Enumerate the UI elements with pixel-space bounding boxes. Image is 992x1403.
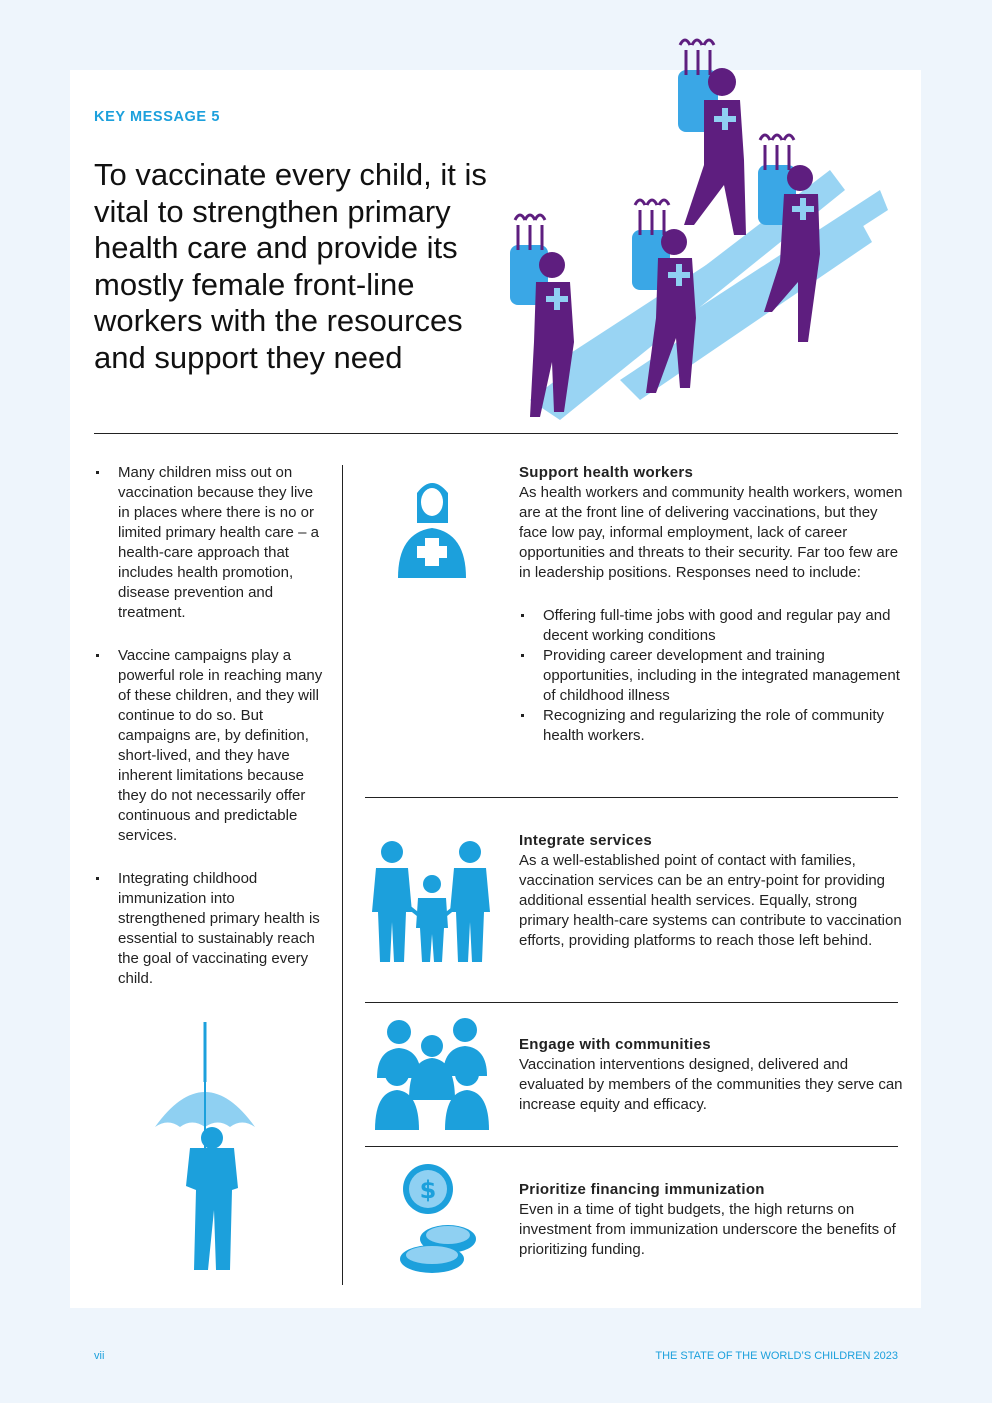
key-message-label: KEY MESSAGE 5 [94,109,220,125]
umbrella-figure-icon [150,1022,260,1278]
section-support-health-workers [519,463,904,746]
list-item: Many children miss out on vaccination because they live in places where there is no or limited primary health care – a health-care approach that includes health promotion, disease prevention and treatment. [94,463,326,623]
header-divider [94,433,898,434]
section-bullet-list [519,606,904,746]
coins-icon [396,1163,478,1275]
section-text: As health workers and community health workers, women are at the front line of delivering vaccinations, but they face low pay, informal employment, lack of career opportunities and threats to their security. Far too few are in leadership positions. Responses need to include: [519,484,903,581]
section-divider [365,797,898,798]
shadow-strokes [530,170,888,420]
column-divider [342,465,343,1285]
section-text: As a well-established point of contact with families, vaccination services can be an entry-point for providing additional essential health services. Equally, strong primary health-care systems can contribute to vaccination efforts, providing platforms to reach those left behind. [519,852,902,949]
page-number: vii [94,1350,105,1362]
worker-left [510,215,574,417]
section-divider [365,1002,898,1003]
family-icon [372,838,492,964]
worker-center [632,200,696,393]
worker-top [678,40,746,235]
section-divider [365,1146,898,1147]
svg-text:$: $ [419,1176,437,1204]
list-item: Providing career development and training opportunities, including in the integrated management of childhood illness [519,646,904,706]
list-item: Vaccine campaigns play a powerful role in reaching many of these children, and they will continue to do so. But campaigns are, by definition, short-lived, and they have inherent limitations because they do not necessarily offer continuous and predictable services. [94,646,326,846]
section-title: Engage with communities [519,1036,711,1053]
health-worker-icon [395,478,470,580]
section-integrate-services [519,831,904,951]
section-title: Support health workers [519,464,694,481]
section-text: Vaccination interventions designed, delivered and evaluated by members of the communities they serve can increase equity and efficacy. [519,1056,903,1113]
section-engage-communities [519,1035,904,1115]
publication-title: THE STATE OF THE WORLD’S CHILDREN 2023 [655,1350,898,1362]
left-bullet-list [94,463,326,1012]
section-title: Prioritize financing immunization [519,1181,765,1198]
section-title: Integrate services [519,832,652,849]
health-workers-illustration [500,20,900,450]
section-text: Even in a time of tight budgets, the high returns on investment from immunization underscore the benefits of prioritizing funding. [519,1201,896,1258]
list-item: Integrating childhood immunization into strengthened primary health is essential to sustainably reach the goal of vaccinating every child. [94,869,326,989]
page-headline: To vaccinate every child, it is vital to strengthen primary health care and provide its mostly female front-line workers with the resources and support they need [94,157,487,375]
list-item: Offering full-time jobs with good and regular pay and decent working conditions [519,606,904,646]
community-icon [375,1018,490,1130]
section-prioritize-financing [519,1180,904,1260]
list-item: Recognizing and regularizing the role of community health workers. [519,706,904,746]
